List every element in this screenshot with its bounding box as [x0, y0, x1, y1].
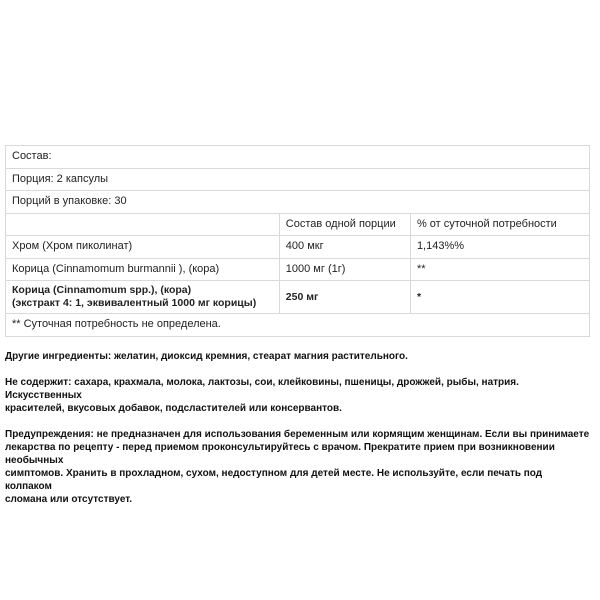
- product-notes: [5, 350, 590, 506]
- header-daily-value: % от суточной потребности: [410, 213, 589, 236]
- warnings: [5, 428, 590, 506]
- serving-size: Порция: 2 капсулы: [6, 168, 590, 191]
- does-not-contain: [5, 376, 590, 415]
- warnings-line-4: сломана или отсутствует.: [5, 493, 133, 505]
- composition-row: [6, 146, 590, 169]
- ingredient-name: [6, 281, 280, 314]
- header-empty-cell: [6, 213, 280, 236]
- servings-per-container-row: [6, 191, 590, 214]
- table-row: [6, 281, 590, 314]
- header-per-serving: Состав одной порции: [279, 213, 410, 236]
- supplement-facts-table: [5, 145, 590, 337]
- serving-size-row: [6, 168, 590, 191]
- footnote: ** Суточная потребность не определена.: [6, 314, 590, 337]
- ingredient-amount: 250 мг: [279, 281, 410, 314]
- ingredient-name: Корица (Cinnamomum burmannii ), (кора): [6, 258, 280, 281]
- footnote-row: [6, 314, 590, 337]
- table-header-row: [6, 213, 590, 236]
- ingredient-amount: 400 мкг: [279, 236, 410, 259]
- servings-per-container: Порций в упаковке: 30: [6, 191, 590, 214]
- does-not-contain-line-1: Не содержит: сахара, крахмала, молока, лактозы, сои, клейковины, пшеницы, дрожжей, рыбы, натрия. Искусственных: [5, 376, 519, 401]
- supplement-facts-panel: [5, 145, 590, 519]
- other-ingredients-text: Другие ингредиенты: желатин, диоксид кремния, стеарат магния растительного.: [5, 350, 408, 362]
- warnings-line-3: симптомов. Хранить в прохладном, сухом, недоступном для детей месте. Не используйте, если печать под колпаком: [5, 467, 543, 492]
- ingredient-daily-value: 1,143%%: [410, 236, 589, 259]
- other-ingredients: [5, 350, 590, 363]
- ingredient-name-line-2: (экстракт 4: 1, эквивалентный 1000 мг корицы): [12, 297, 257, 309]
- ingredient-name: Хром (Хром пиколинат): [6, 236, 280, 259]
- ingredient-amount: 1000 мг (1г): [279, 258, 410, 281]
- warnings-line-2: лекарства по рецепту - перед приемом проконсультируйтесь с врачом. Прекратите прием при возникновении необычных: [5, 441, 555, 466]
- table-row: [6, 258, 590, 281]
- ingredient-daily-value: *: [410, 281, 589, 314]
- warnings-line-1: Предупреждения: не предназначен для использования беременным или кормящим женщинам. Если вы принимаете: [5, 428, 590, 440]
- ingredient-daily-value: **: [410, 258, 589, 281]
- table-row: [6, 236, 590, 259]
- does-not-contain-line-2: красителей, вкусовых добавок, подсластителей или консервантов.: [5, 402, 342, 414]
- ingredient-name-line-1: Корица (Cinnamomum spp.), (кора): [12, 284, 192, 296]
- composition-label: Состав:: [6, 146, 590, 169]
